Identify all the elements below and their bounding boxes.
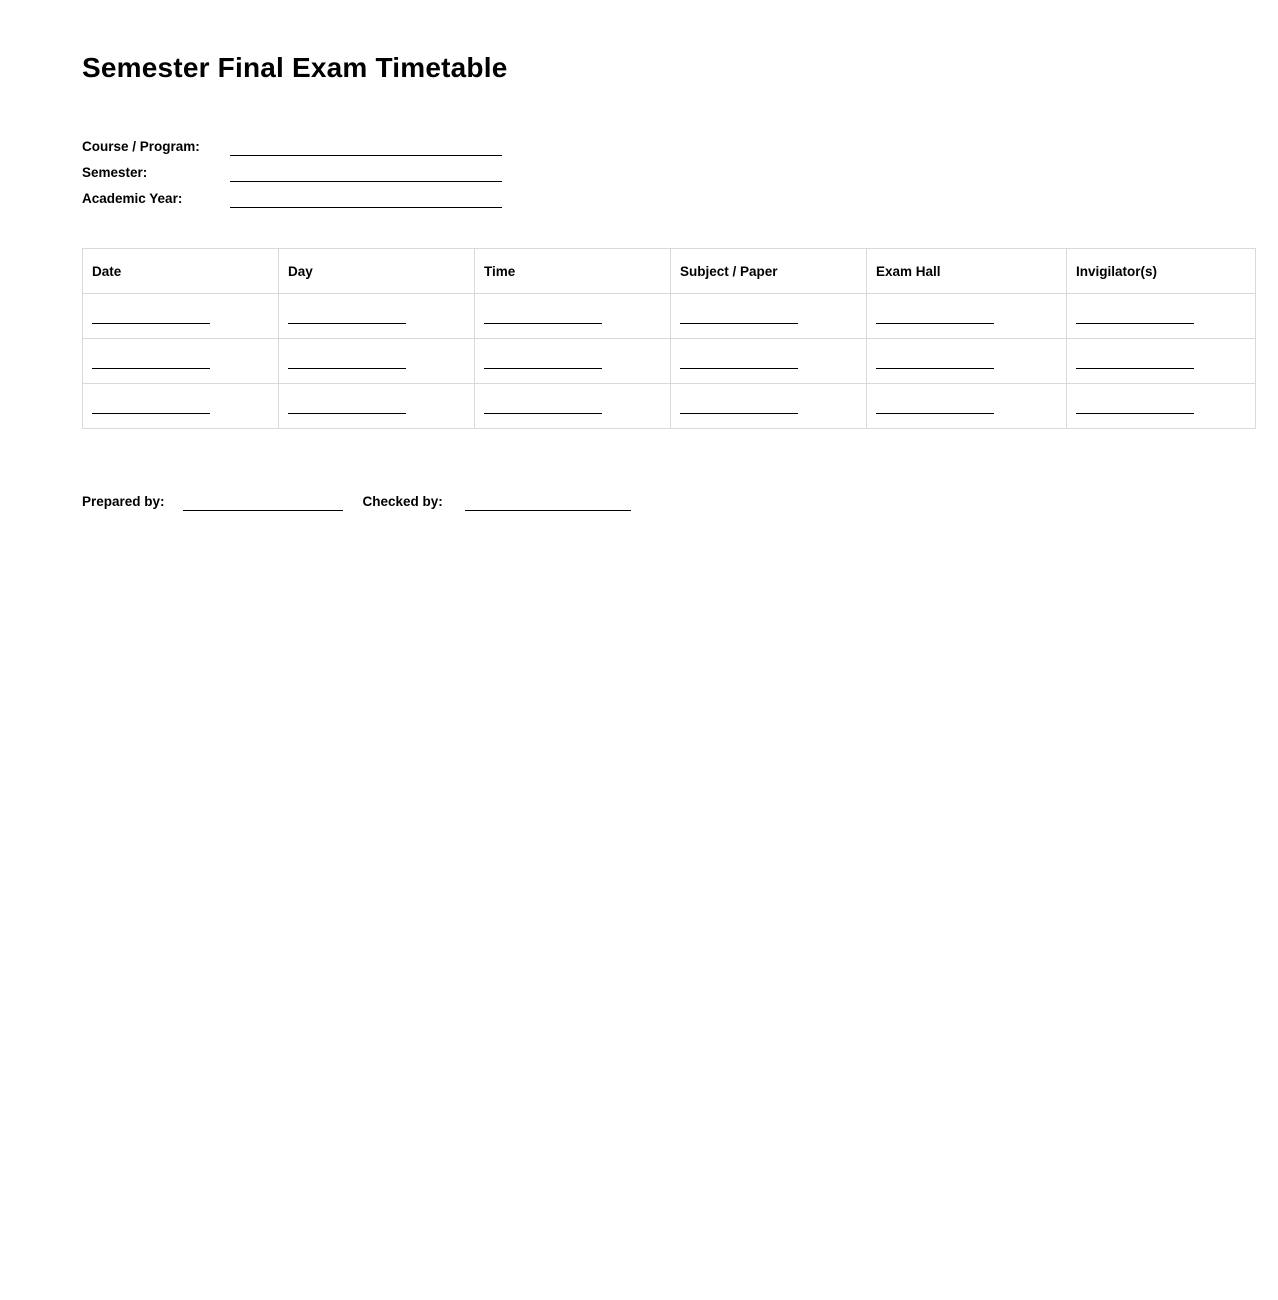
exam-schedule-table xyxy=(82,248,1256,429)
cell-date[interactable] xyxy=(83,384,279,429)
column-header-day: Day xyxy=(279,249,475,294)
cell-exam-hall[interactable] xyxy=(867,384,1067,429)
prepared-by-input[interactable] xyxy=(183,495,343,511)
cell-input-time[interactable] xyxy=(484,309,602,324)
cell-input-date[interactable] xyxy=(92,354,210,369)
cell-day[interactable] xyxy=(279,384,475,429)
table-body xyxy=(83,294,1256,429)
cell-input-date[interactable] xyxy=(92,309,210,324)
cell-input-day[interactable] xyxy=(288,309,406,324)
column-header-invigilators: Invigilator(s) xyxy=(1067,249,1256,294)
meta-input-semester[interactable] xyxy=(230,166,502,182)
cell-input-subject-paper[interactable] xyxy=(680,354,798,369)
cell-input-invigilators[interactable] xyxy=(1076,309,1194,324)
column-header-date: Date xyxy=(83,249,279,294)
cell-input-time[interactable] xyxy=(484,354,602,369)
cell-input-subject-paper[interactable] xyxy=(680,309,798,324)
cell-day[interactable] xyxy=(279,294,475,339)
meta-field-semester xyxy=(82,156,1196,182)
column-header-subject-paper: Subject / Paper xyxy=(671,249,867,294)
cell-date[interactable] xyxy=(83,339,279,384)
page-title: Semester Final Exam Timetable xyxy=(82,52,508,83)
meta-field-academic-year xyxy=(82,182,1196,208)
cell-input-date[interactable] xyxy=(92,399,210,414)
cell-invigilators[interactable] xyxy=(1067,294,1256,339)
cell-time[interactable] xyxy=(475,294,671,339)
cell-subject-paper[interactable] xyxy=(671,294,867,339)
cell-input-invigilators[interactable] xyxy=(1076,399,1194,414)
cell-day[interactable] xyxy=(279,339,475,384)
checked-by-input[interactable] xyxy=(465,495,631,511)
cell-input-time[interactable] xyxy=(484,399,602,414)
cell-invigilators[interactable] xyxy=(1067,384,1256,429)
column-header-time: Time xyxy=(475,249,671,294)
column-header-exam-hall: Exam Hall xyxy=(867,249,1067,294)
cell-input-day[interactable] xyxy=(288,354,406,369)
prepared-by-label: Prepared by: xyxy=(82,494,165,509)
meta-label-academic-year: Academic Year: xyxy=(82,191,183,206)
document-page xyxy=(0,0,1278,511)
cell-time[interactable] xyxy=(475,384,671,429)
cell-exam-hall[interactable] xyxy=(867,339,1067,384)
cell-input-invigilators[interactable] xyxy=(1076,354,1194,369)
meta-input-course-program[interactable] xyxy=(230,140,502,156)
meta-label-semester: Semester: xyxy=(82,165,148,180)
cell-invigilators[interactable] xyxy=(1067,339,1256,384)
table-row xyxy=(83,294,1256,339)
meta-label-course-program: Course / Program: xyxy=(82,139,200,154)
meta-field-course-program xyxy=(82,130,1196,156)
cell-subject-paper[interactable] xyxy=(671,339,867,384)
cell-input-exam-hall[interactable] xyxy=(876,309,994,324)
table-header xyxy=(83,249,1256,294)
table-row xyxy=(83,384,1256,429)
cell-input-subject-paper[interactable] xyxy=(680,399,798,414)
cell-subject-paper[interactable] xyxy=(671,384,867,429)
cell-input-day[interactable] xyxy=(288,399,406,414)
table-header-row xyxy=(83,249,1256,294)
checked-by-label: Checked by: xyxy=(362,494,443,509)
signature-section xyxy=(82,487,1196,511)
cell-exam-hall[interactable] xyxy=(867,294,1067,339)
cell-input-exam-hall[interactable] xyxy=(876,354,994,369)
table-row xyxy=(83,339,1256,384)
cell-input-exam-hall[interactable] xyxy=(876,399,994,414)
cell-date[interactable] xyxy=(83,294,279,339)
document-meta-fields xyxy=(82,130,1196,208)
cell-time[interactable] xyxy=(475,339,671,384)
meta-input-academic-year[interactable] xyxy=(230,192,502,208)
